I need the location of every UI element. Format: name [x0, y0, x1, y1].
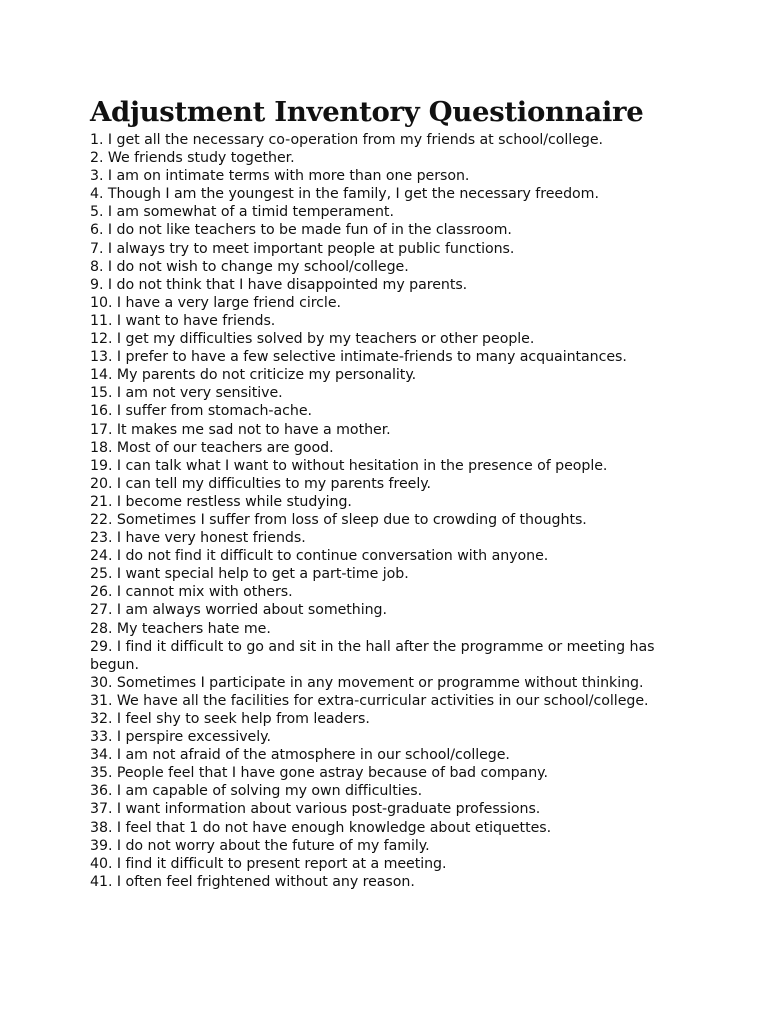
question-item: 9. I do not think that I have disappointed my parents.	[90, 276, 468, 293]
question-item: 30. Sometimes I participate in any movement or programme without thinking.	[90, 674, 644, 691]
question-list	[90, 131, 690, 891]
question-item: 41. I often feel frightened without any reason.	[90, 873, 415, 890]
question-item: 2. We friends study together.	[90, 150, 295, 167]
document-page	[90, 95, 690, 891]
question-item: 16. I suffer from stomach-ache.	[90, 403, 312, 420]
question-item: 29. I find it difficult to go and sit in the hall after the programme or meeting has begun.	[90, 638, 655, 673]
question-item: 4. Though I am the youngest in the family, I get the necessary freedom.	[90, 186, 599, 203]
question-item: 8. I do not wish to change my school/college.	[90, 258, 409, 275]
question-item: 38. I feel that 1 do not have enough knowledge about etiquettes.	[90, 819, 552, 836]
question-item: 24. I do not find it difficult to continue conversation with anyone.	[90, 548, 549, 565]
question-item: 6. I do not like teachers to be made fun of in the classroom.	[90, 222, 512, 239]
question-item: 15. I am not very sensitive.	[90, 385, 283, 402]
question-item: 7. I always try to meet important people at public functions.	[90, 240, 515, 257]
question-item: 19. I can talk what I want to without hesitation in the presence of people.	[90, 457, 608, 474]
question-item: 35. People feel that I have gone astray because of bad company.	[90, 765, 548, 782]
question-item: 22. Sometimes I suffer from loss of sleep due to crowding of thoughts.	[90, 511, 587, 528]
question-item: 11. I want to have friends.	[90, 312, 276, 329]
question-item: 18. Most of our teachers are good.	[90, 439, 334, 456]
document-title: Adjustment Inventory Questionnaire	[90, 96, 644, 128]
question-item: 40. I find it difficult to present report at a meeting.	[90, 855, 447, 872]
question-item: 25. I want special help to get a part-time job.	[90, 566, 409, 583]
question-item: 3. I am on intimate terms with more than one person.	[90, 168, 470, 185]
question-item: 23. I have very honest friends.	[90, 530, 306, 547]
question-item: 37. I want information about various post-graduate professions.	[90, 801, 541, 818]
question-item: 14. My parents do not criticize my personality.	[90, 367, 417, 384]
question-item: 27. I am always worried about something.	[90, 602, 387, 619]
question-item: 13. I prefer to have a few selective intimate-friends to many acquaintances.	[90, 349, 627, 366]
question-item: 17. It makes me sad not to have a mother.	[90, 421, 391, 438]
question-item: 12. I get my difficulties solved by my teachers or other people.	[90, 331, 535, 348]
question-item: 34. I am not afraid of the atmosphere in our school/college.	[90, 747, 510, 764]
question-item: 31. We have all the facilities for extra-curricular activities in our school/college.	[90, 692, 649, 709]
question-item: 26. I cannot mix with others.	[90, 584, 293, 601]
question-item: 20. I can tell my difficulties to my parents freely.	[90, 475, 432, 492]
question-item: 21. I become restless while studying.	[90, 493, 352, 510]
question-item: 39. I do not worry about the future of my family.	[90, 837, 430, 854]
question-item: 33. I perspire excessively.	[90, 729, 271, 746]
question-item: 5. I am somewhat of a timid temperament.	[90, 204, 394, 221]
question-item: 32. I feel shy to seek help from leaders.	[90, 711, 370, 727]
question-item: 36. I am capable of solving my own difficulties.	[90, 783, 423, 800]
question-item: 1. I get all the necessary co-operation from my friends at school/college.	[90, 132, 603, 148]
question-item: 28. My teachers hate me.	[90, 620, 271, 637]
question-item: 10. I have a very large friend circle.	[90, 294, 341, 311]
